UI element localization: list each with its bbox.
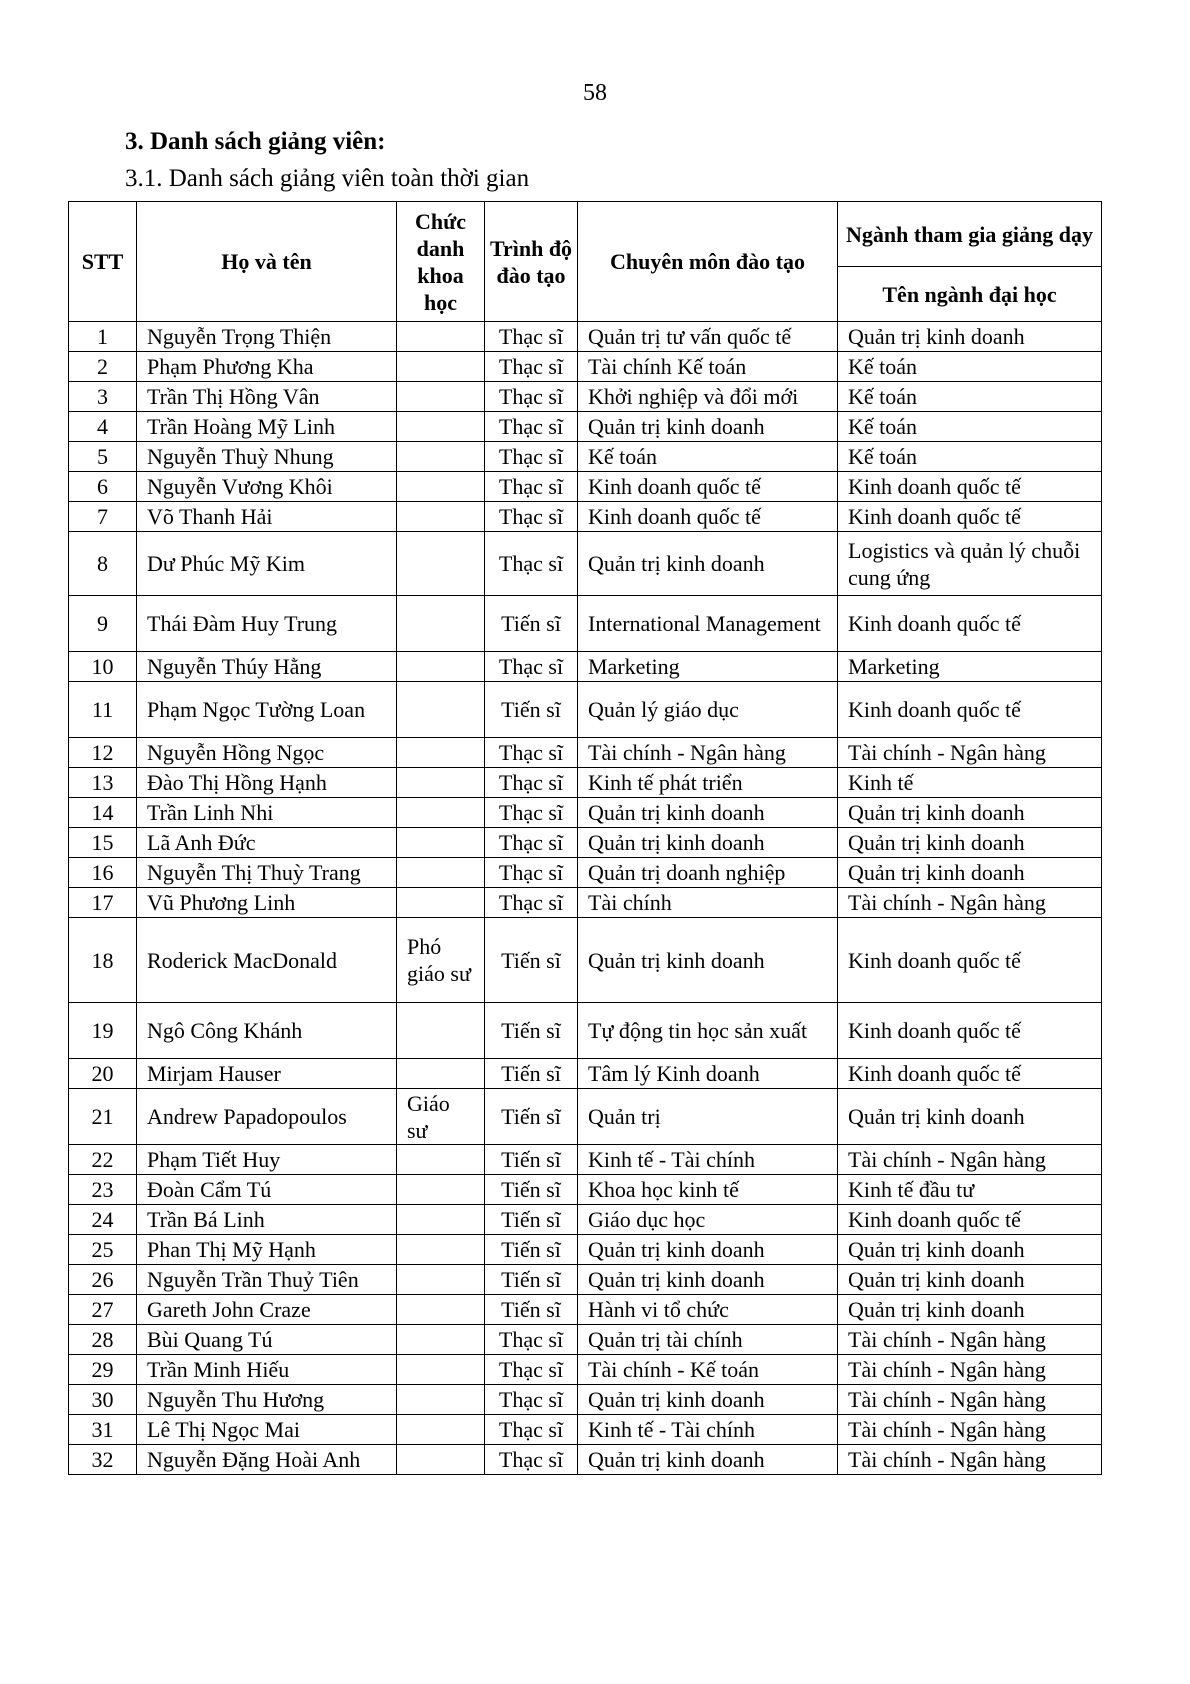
cell-name: Nguyễn Đặng Hoài Anh [137,1445,397,1475]
cell-program: Kinh doanh quốc tế [838,472,1102,502]
cell-name: Nguyễn Trọng Thiện [137,322,397,352]
header-academic-title: Chức danh khoa học [397,202,485,322]
cell-academic-title [397,1059,485,1089]
cell-academic-title [397,596,485,652]
cell-name: Dư Phúc Mỹ Kim [137,532,397,596]
cell-stt: 31 [69,1415,137,1445]
cell-stt: 32 [69,1445,137,1475]
table-row [69,858,1102,888]
cell-degree: Thạc sĩ [485,442,578,472]
cell-major: Quản trị doanh nghiệp [578,858,838,888]
table-row [69,1235,1102,1265]
cell-name: Trần Minh Hiếu [137,1355,397,1385]
cell-stt: 26 [69,1265,137,1295]
cell-major: Quản trị [578,1089,838,1145]
cell-name: Trần Hoàng Mỹ Linh [137,412,397,442]
cell-academic-title [397,1003,485,1059]
cell-program: Tài chính - Ngân hàng [838,1385,1102,1415]
cell-degree: Tiến sĩ [485,1295,578,1325]
cell-academic-title [397,382,485,412]
table-row [69,1003,1102,1059]
table-row [69,1089,1102,1145]
cell-name: Roderick MacDonald [137,918,397,1003]
cell-stt: 10 [69,652,137,682]
cell-degree: Thạc sĩ [485,1385,578,1415]
cell-stt: 16 [69,858,137,888]
cell-stt: 23 [69,1175,137,1205]
cell-name: Nguyễn Thu Hương [137,1385,397,1415]
cell-academic-title [397,322,485,352]
header-name: Họ và tên [137,202,397,322]
cell-degree: Thạc sĩ [485,502,578,532]
header-major: Chuyên môn đào tạo [578,202,838,322]
cell-program: Kinh doanh quốc tế [838,502,1102,532]
cell-program: Tài chính - Ngân hàng [838,888,1102,918]
cell-program: Kinh doanh quốc tế [838,1059,1102,1089]
cell-stt: 11 [69,682,137,738]
cell-program: Kinh tế [838,768,1102,798]
cell-name: Trần Bá Linh [137,1205,397,1235]
cell-academic-title [397,1295,485,1325]
cell-name: Phạm Ngọc Tường Loan [137,682,397,738]
cell-major: Quản trị kinh doanh [578,1265,838,1295]
cell-major: Marketing [578,652,838,682]
cell-name: Nguyễn Hồng Ngọc [137,738,397,768]
cell-major: Quản trị tài chính [578,1325,838,1355]
cell-stt: 4 [69,412,137,442]
cell-major: Khoa học kinh tế [578,1175,838,1205]
cell-academic-title [397,1415,485,1445]
cell-name: Mirjam Hauser [137,1059,397,1089]
cell-degree: Tiến sĩ [485,1235,578,1265]
cell-academic-title [397,1145,485,1175]
cell-program: Kế toán [838,352,1102,382]
cell-name: Andrew Papadopoulos [137,1089,397,1145]
cell-stt: 6 [69,472,137,502]
cell-stt: 9 [69,596,137,652]
cell-degree: Tiến sĩ [485,1265,578,1295]
cell-degree: Thạc sĩ [485,382,578,412]
table-row [69,1325,1102,1355]
table-row [69,1059,1102,1089]
table-row [69,918,1102,1003]
table-row [69,768,1102,798]
cell-stt: 29 [69,1355,137,1385]
cell-program: Kinh doanh quốc tế [838,1205,1102,1235]
table-row [69,1295,1102,1325]
cell-major: Kế toán [578,442,838,472]
cell-stt: 3 [69,382,137,412]
cell-name: Lã Anh Đức [137,828,397,858]
cell-major: Quản trị tư vấn quốc tế [578,322,838,352]
table-row [69,888,1102,918]
cell-major: Kinh tế - Tài chính [578,1415,838,1445]
cell-stt: 18 [69,918,137,1003]
header-program: Tên ngành đại học [838,267,1102,322]
cell-major: Quản trị kinh doanh [578,918,838,1003]
cell-academic-title [397,738,485,768]
lecturer-table [68,201,1102,1475]
cell-stt: 19 [69,1003,137,1059]
cell-academic-title [397,1445,485,1475]
cell-academic-title [397,532,485,596]
table-row [69,412,1102,442]
cell-major: Quản lý giáo dục [578,682,838,738]
page-number: 58 [583,80,607,106]
cell-academic-title [397,828,485,858]
cell-academic-title [397,1385,485,1415]
cell-degree: Thạc sĩ [485,472,578,502]
cell-degree: Tiến sĩ [485,918,578,1003]
cell-program: Quản trị kinh doanh [838,858,1102,888]
cell-stt: 15 [69,828,137,858]
cell-major: Giáo dục học [578,1205,838,1235]
cell-major: Quản trị kinh doanh [578,532,838,596]
cell-stt: 30 [69,1385,137,1415]
cell-program: Quản trị kinh doanh [838,322,1102,352]
cell-major: Kinh tế - Tài chính [578,1145,838,1175]
cell-degree: Thạc sĩ [485,888,578,918]
cell-program: Tài chính - Ngân hàng [838,1355,1102,1385]
table-row [69,352,1102,382]
cell-degree: Tiến sĩ [485,1175,578,1205]
cell-academic-title [397,442,485,472]
cell-program: Kinh doanh quốc tế [838,596,1102,652]
cell-name: Bùi Quang Tú [137,1325,397,1355]
table-row [69,652,1102,682]
cell-name: Phạm Tiết Huy [137,1145,397,1175]
table-row [69,472,1102,502]
cell-degree: Thạc sĩ [485,1415,578,1445]
table-row [69,798,1102,828]
cell-academic-title [397,1325,485,1355]
cell-major: Tài chính - Ngân hàng [578,738,838,768]
cell-program: Tài chính - Ngân hàng [838,738,1102,768]
cell-academic-title [397,502,485,532]
cell-degree: Thạc sĩ [485,738,578,768]
cell-program: Kế toán [838,442,1102,472]
section-title: 3. Danh sách giảng viên: [125,128,386,155]
header-stt: STT [69,202,137,322]
cell-academic-title [397,652,485,682]
table-row [69,1385,1102,1415]
cell-major: Tài chính Kế toán [578,352,838,382]
cell-program: Tài chính - Ngân hàng [838,1415,1102,1445]
cell-major: Khởi nghiệp và đổi mới [578,382,838,412]
table-row [69,738,1102,768]
table-row [69,322,1102,352]
cell-major: Quản trị kinh doanh [578,1385,838,1415]
cell-degree: Thạc sĩ [485,858,578,888]
cell-program: Quản trị kinh doanh [838,1089,1102,1145]
cell-degree: Tiến sĩ [485,682,578,738]
cell-name: Lê Thị Ngọc Mai [137,1415,397,1445]
cell-name: Đoàn Cẩm Tú [137,1175,397,1205]
cell-program: Quản trị kinh doanh [838,1265,1102,1295]
cell-stt: 20 [69,1059,137,1089]
cell-stt: 5 [69,442,137,472]
cell-stt: 21 [69,1089,137,1145]
cell-stt: 28 [69,1325,137,1355]
cell-major: Tự động tin học sản xuất [578,1003,838,1059]
cell-degree: Thạc sĩ [485,768,578,798]
cell-major: Quản trị kinh doanh [578,1235,838,1265]
cell-academic-title [397,1175,485,1205]
cell-academic-title [397,1265,485,1295]
cell-degree: Tiến sĩ [485,1145,578,1175]
cell-major: Hành vi tổ chức [578,1295,838,1325]
cell-stt: 1 [69,322,137,352]
cell-major: Quản trị kinh doanh [578,412,838,442]
table-row [69,442,1102,472]
cell-program: Quản trị kinh doanh [838,1235,1102,1265]
table-row [69,1415,1102,1445]
cell-stt: 7 [69,502,137,532]
cell-degree: Tiến sĩ [485,596,578,652]
cell-degree: Tiến sĩ [485,1003,578,1059]
lecturer-table-header [69,202,1102,322]
cell-program: Quản trị kinh doanh [838,1295,1102,1325]
subsection-title: 3.1. Danh sách giảng viên toàn thời gian [125,165,530,192]
table-row [69,532,1102,596]
cell-major: Kinh doanh quốc tế [578,502,838,532]
cell-degree: Thạc sĩ [485,1325,578,1355]
table-row [69,382,1102,412]
cell-name: Gareth John Craze [137,1295,397,1325]
table-row [69,1445,1102,1475]
cell-name: Nguyễn Vương Khôi [137,472,397,502]
cell-major: Kinh tế phát triển [578,768,838,798]
table-row [69,1265,1102,1295]
cell-name: Phan Thị Mỹ Hạnh [137,1235,397,1265]
cell-degree: Thạc sĩ [485,322,578,352]
cell-program: Kinh tế đầu tư [838,1175,1102,1205]
table-row [69,596,1102,652]
cell-stt: 14 [69,798,137,828]
cell-degree: Thạc sĩ [485,412,578,442]
cell-stt: 24 [69,1205,137,1235]
cell-name: Trần Thị Hồng Vân [137,382,397,412]
cell-program: Kế toán [838,382,1102,412]
header-degree: Trình độ đào tạo [485,202,578,322]
cell-major: Tài chính - Kế toán [578,1355,838,1385]
cell-program: Kế toán [838,412,1102,442]
cell-name: Nguyễn Thúy Hằng [137,652,397,682]
cell-program: Quản trị kinh doanh [838,798,1102,828]
cell-program: Kinh doanh quốc tế [838,1003,1102,1059]
cell-degree: Thạc sĩ [485,828,578,858]
cell-stt: 12 [69,738,137,768]
cell-degree: Thạc sĩ [485,352,578,382]
cell-major: Kinh doanh quốc tế [578,472,838,502]
cell-academic-title [397,1355,485,1385]
cell-stt: 25 [69,1235,137,1265]
cell-program: Quản trị kinh doanh [838,828,1102,858]
cell-degree: Thạc sĩ [485,1355,578,1385]
cell-name: Vũ Phương Linh [137,888,397,918]
table-row [69,1355,1102,1385]
cell-academic-title [397,768,485,798]
cell-program: Kinh doanh quốc tế [838,918,1102,1003]
table-row [69,1205,1102,1235]
cell-academic-title: Giáo sư [397,1089,485,1145]
cell-program: Tài chính - Ngân hàng [838,1145,1102,1175]
cell-program: Tài chính - Ngân hàng [838,1445,1102,1475]
cell-program: Tài chính - Ngân hàng [838,1325,1102,1355]
cell-academic-title [397,352,485,382]
cell-academic-title [397,682,485,738]
cell-program: Marketing [838,652,1102,682]
cell-degree: Tiến sĩ [485,1205,578,1235]
table-row [69,1175,1102,1205]
cell-program: Kinh doanh quốc tế [838,682,1102,738]
cell-major: Tài chính [578,888,838,918]
header-teaching-group: Ngành tham gia giảng dạy [838,202,1102,267]
cell-name: Nguyễn Thị Thuỳ Trang [137,858,397,888]
cell-name: Thái Đàm Huy Trung [137,596,397,652]
cell-stt: 22 [69,1145,137,1175]
cell-academic-title [397,1205,485,1235]
cell-name: Võ Thanh Hải [137,502,397,532]
cell-academic-title [397,798,485,828]
table-row [69,1145,1102,1175]
cell-academic-title [397,888,485,918]
cell-academic-title [397,412,485,442]
cell-name: Phạm Phương Kha [137,352,397,382]
cell-name: Ngô Công Khánh [137,1003,397,1059]
cell-degree: Thạc sĩ [485,532,578,596]
lecturer-table-body [69,322,1102,1475]
cell-major: Tâm lý Kinh doanh [578,1059,838,1089]
cell-name: Trần Linh Nhi [137,798,397,828]
cell-major: Quản trị kinh doanh [578,1445,838,1475]
cell-academic-title [397,858,485,888]
cell-degree: Tiến sĩ [485,1059,578,1089]
table-row [69,682,1102,738]
cell-major: Quản trị kinh doanh [578,798,838,828]
cell-degree: Thạc sĩ [485,798,578,828]
table-row [69,502,1102,532]
cell-degree: Thạc sĩ [485,652,578,682]
cell-degree: Tiến sĩ [485,1089,578,1145]
cell-degree: Thạc sĩ [485,1445,578,1475]
cell-name: Nguyễn Thuỳ Nhung [137,442,397,472]
cell-name: Nguyễn Trần Thuỷ Tiên [137,1265,397,1295]
cell-academic-title: Phó giáo sư [397,918,485,1003]
cell-stt: 13 [69,768,137,798]
cell-name: Đào Thị Hồng Hạnh [137,768,397,798]
cell-stt: 17 [69,888,137,918]
cell-program: Logistics và quản lý chuỗi cung ứng [838,532,1102,596]
cell-academic-title [397,1235,485,1265]
cell-stt: 27 [69,1295,137,1325]
cell-stt: 8 [69,532,137,596]
cell-major: Quản trị kinh doanh [578,828,838,858]
table-row [69,828,1102,858]
cell-major: International Management [578,596,838,652]
cell-stt: 2 [69,352,137,382]
cell-academic-title [397,472,485,502]
